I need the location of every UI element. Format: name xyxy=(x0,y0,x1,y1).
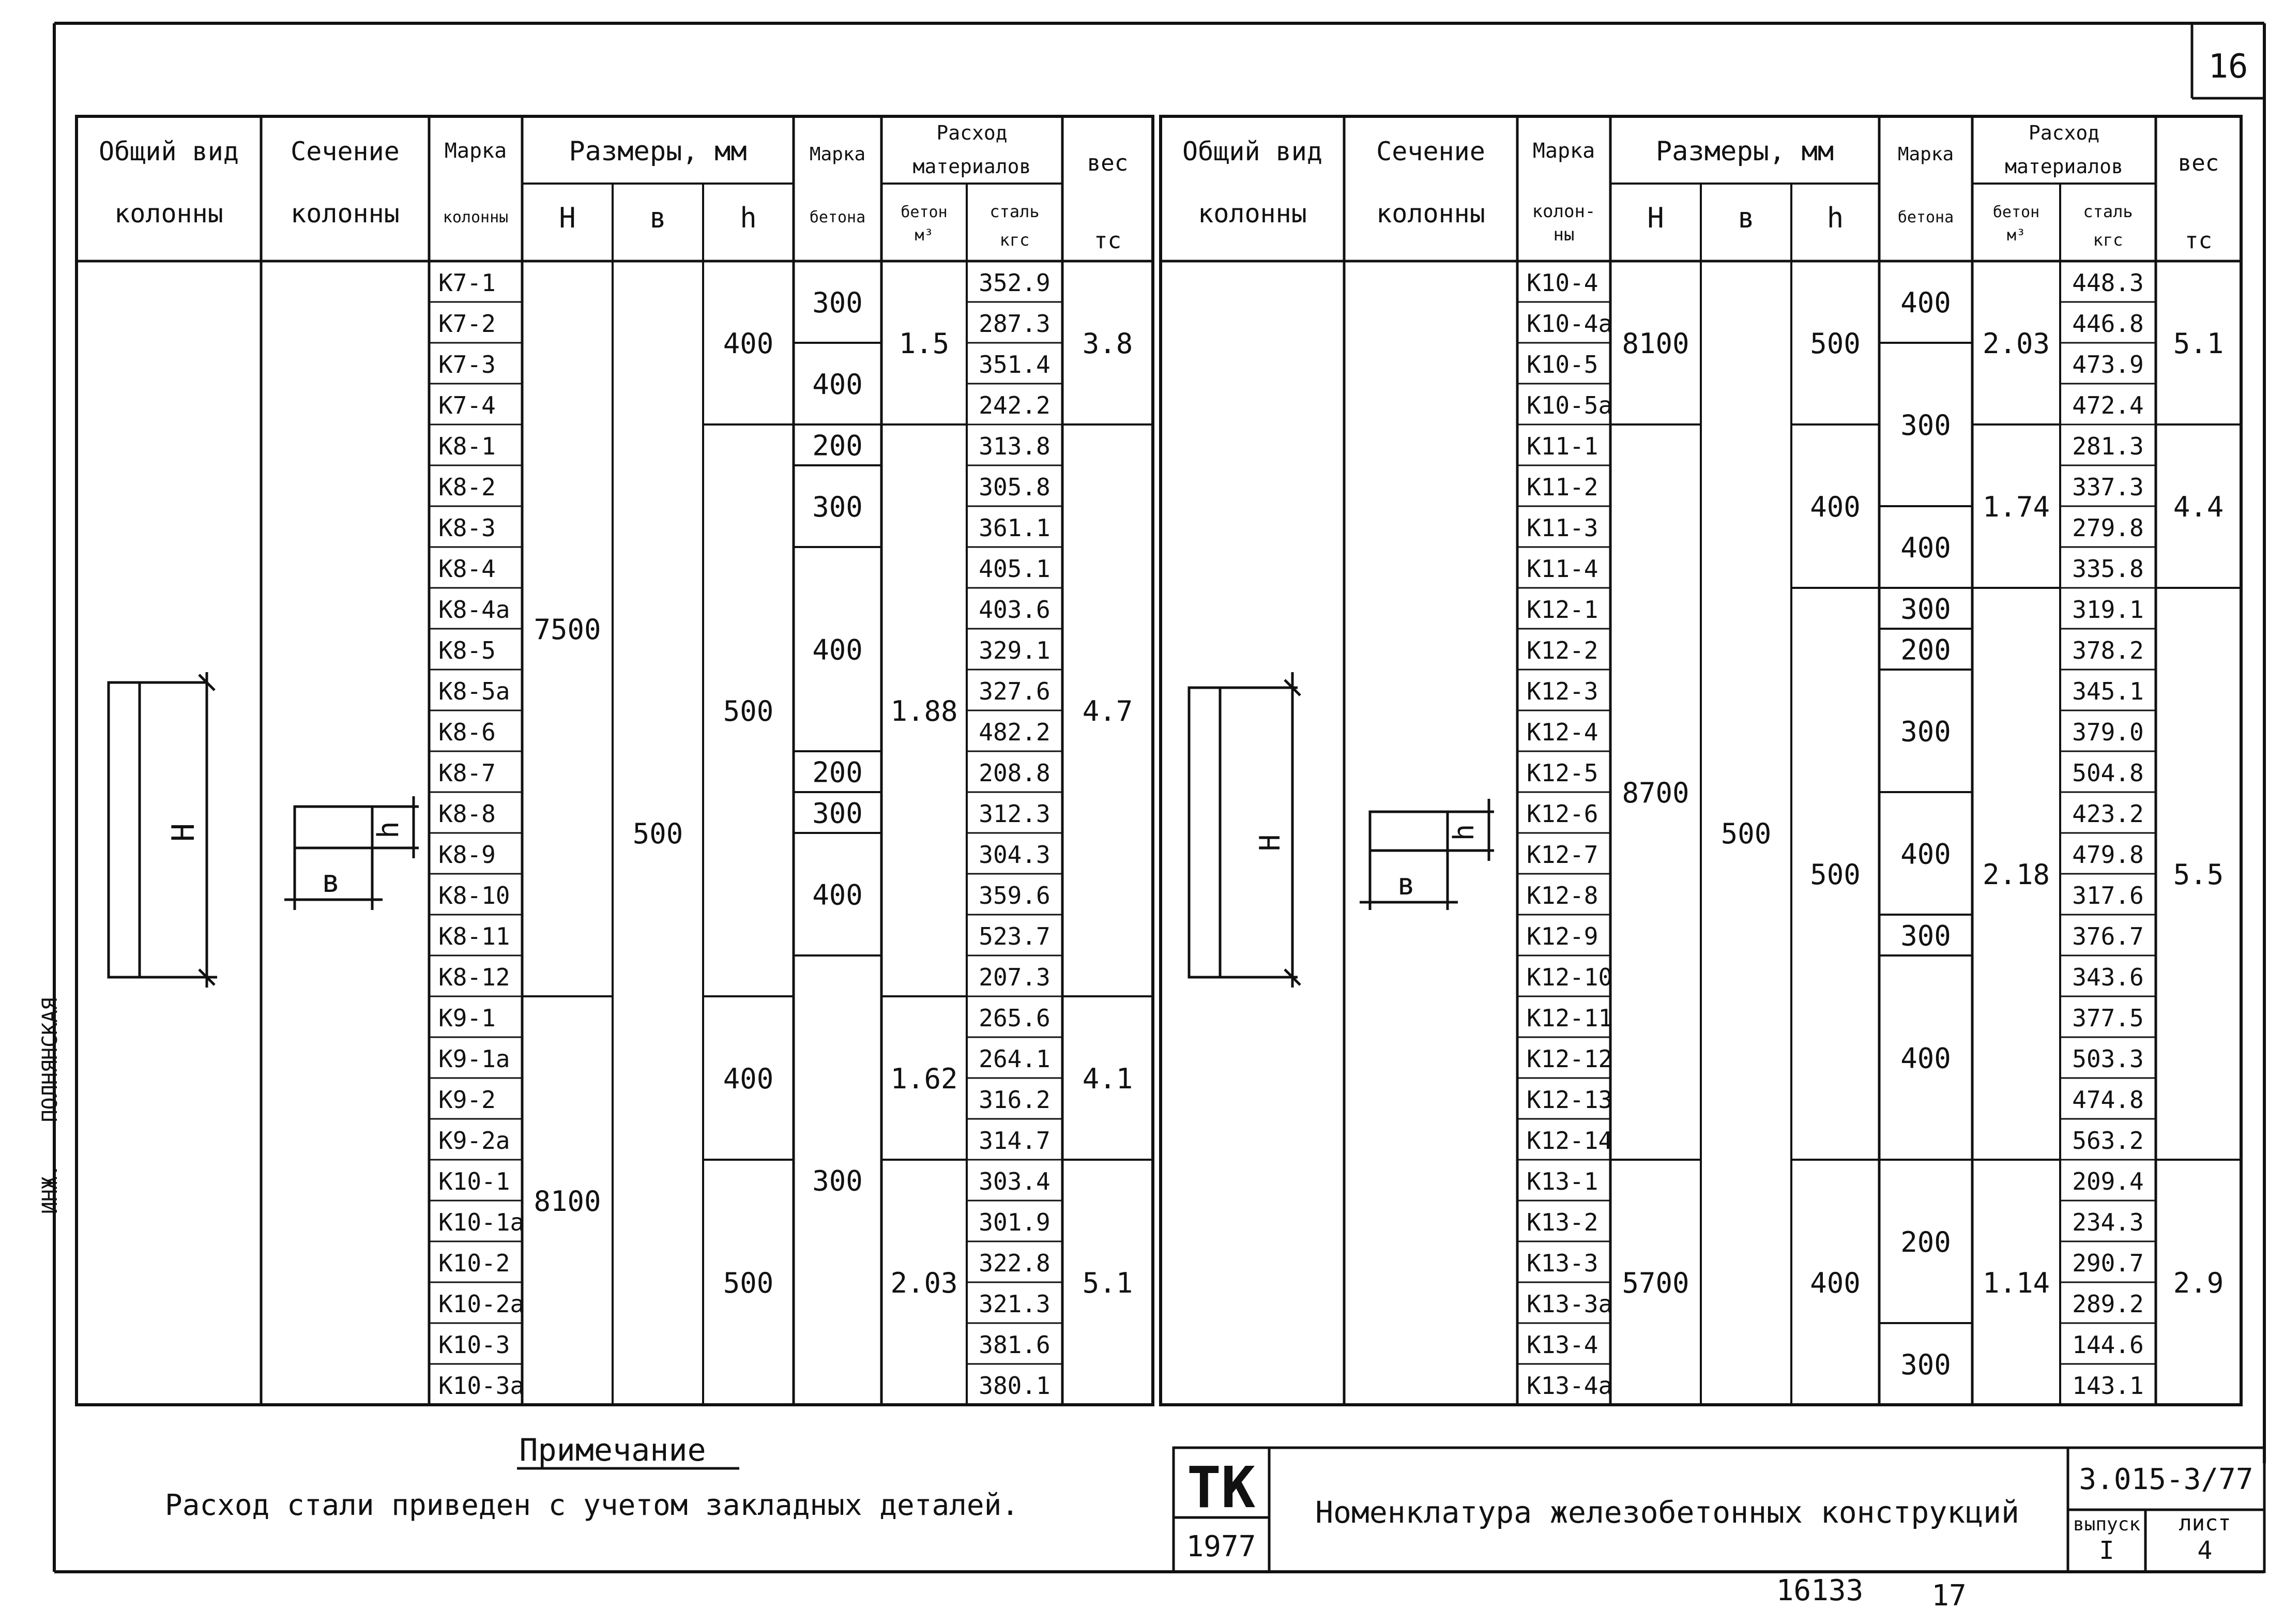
left-mark-cell: К7-4 xyxy=(438,391,496,419)
right-header-consumption: материалов xyxy=(2005,155,2123,178)
left-steel-cell: 313.8 xyxy=(979,432,1050,460)
right-mark-cell: К12-9 xyxy=(1527,922,1598,950)
right-header-steel: сталь xyxy=(2083,202,2133,221)
right-steel-cell: 281.3 xyxy=(2072,432,2144,460)
left-mark-cell: К8-6 xyxy=(438,718,496,746)
left-steel-cell: 207.3 xyxy=(979,963,1050,991)
right-h-cell: 500 xyxy=(1810,327,1861,360)
right-header-H: H xyxy=(1647,202,1664,234)
left-steel-cell: 523.7 xyxy=(979,922,1050,950)
right-header-section: Сечение xyxy=(1376,136,1485,166)
right-mark-cell: К12-13 xyxy=(1527,1086,1613,1114)
right-steel-cell: 379.0 xyxy=(2072,718,2144,746)
title-block-title: Номенклатура железобетонных конструкций xyxy=(1315,1495,2019,1530)
right-H-cell: 8100 xyxy=(1622,327,1689,360)
left-weight-cell: 3.8 xyxy=(1082,327,1133,360)
footer-page-number: 17 xyxy=(1931,1579,1967,1613)
right-steel-cell: 503.3 xyxy=(2072,1045,2144,1073)
right-mark-cell: К12-7 xyxy=(1527,841,1598,869)
right-section-h-label: h xyxy=(1448,824,1480,841)
left-grade-cell: 300 xyxy=(812,1164,863,1197)
right-mark-cell: К11-4 xyxy=(1527,555,1598,583)
right-H-cell: 8700 xyxy=(1622,777,1689,809)
left-header-b: в xyxy=(649,202,666,234)
left-steel-cell: 359.6 xyxy=(979,882,1050,909)
right-mark-cell: К10-4а xyxy=(1527,310,1613,338)
title-block-sheet-label: лист xyxy=(2179,1510,2231,1536)
right-header-section: колонны xyxy=(1376,199,1485,229)
left-column-section-drawing xyxy=(284,796,419,910)
right-h-cell: 400 xyxy=(1810,1267,1861,1299)
right-steel-cell: 279.8 xyxy=(2072,514,2144,542)
left-header-steel: кгс xyxy=(999,230,1030,250)
right-header-h: h xyxy=(1826,202,1844,234)
right-steel-cell: 563.2 xyxy=(2072,1127,2144,1155)
right-steel-cell: 472.4 xyxy=(2072,391,2144,419)
left-H-cell: 7500 xyxy=(534,613,601,646)
left-mark-cell: К10-3 xyxy=(438,1331,510,1359)
right-grade-cell: 400 xyxy=(1900,532,1951,564)
left-grade-cell: 200 xyxy=(812,756,863,789)
left-header-general-view: колонны xyxy=(114,199,223,229)
left-mark-cell: К8-1 xyxy=(438,432,496,460)
right-mark-cell: К11-2 xyxy=(1527,473,1598,501)
right-header-steel: кгс xyxy=(2093,230,2123,250)
right-mark-cell: К12-6 xyxy=(1527,800,1598,828)
right-steel-cell: 234.3 xyxy=(2072,1208,2144,1236)
right-concrete-cell: 2.03 xyxy=(1982,327,2050,360)
left-mark-cell: К8-8 xyxy=(438,800,496,828)
right-mark-cell: К10-5а xyxy=(1527,391,1613,419)
right-header-consumption: Расход xyxy=(2028,122,2100,144)
right-grade-cell: 300 xyxy=(1900,715,1951,748)
left-header-H: H xyxy=(559,202,576,234)
left-grade-cell: 400 xyxy=(812,633,863,666)
right-grade-cell: 300 xyxy=(1900,919,1951,952)
right-mark-cell: К12-1 xyxy=(1527,596,1598,624)
left-header-concrete: бетон xyxy=(901,203,948,221)
left-steel-cell: 242.2 xyxy=(979,391,1050,419)
left-grade-cell: 400 xyxy=(812,878,863,912)
right-mark-cell: К12-12 xyxy=(1527,1045,1613,1073)
right-steel-cell: 317.6 xyxy=(2072,882,2144,909)
left-mark-cell: К8-2 xyxy=(438,473,496,501)
left-header-general-view: Общий вид xyxy=(99,136,239,166)
right-weight-cell: 5.1 xyxy=(2173,327,2224,360)
right-column-elevation-drawing xyxy=(1189,672,1300,988)
right-steel-cell: 479.8 xyxy=(2072,841,2144,869)
right-mark-cell: К13-3а xyxy=(1527,1290,1613,1318)
right-nomenclature-table xyxy=(1161,116,2241,1405)
left-mark-cell: К8-10 xyxy=(438,882,510,909)
left-concrete-cell: 2.03 xyxy=(890,1267,958,1299)
right-concrete-cell: 1.14 xyxy=(1982,1267,2050,1299)
right-b-cell: 500 xyxy=(1720,817,1772,850)
left-header-section: колонны xyxy=(291,199,400,229)
left-steel-cell: 482.2 xyxy=(979,718,1050,746)
right-mark-cell: К12-3 xyxy=(1527,677,1598,705)
left-mark-cell: К9-2а xyxy=(438,1127,510,1155)
left-mark-cell: К10-3а xyxy=(438,1372,525,1400)
title-block-issue-value: I xyxy=(2099,1536,2114,1565)
left-steel-cell: 351.4 xyxy=(979,351,1050,378)
note-text: Расход стали приведен с учетом закладных деталей. xyxy=(164,1489,1019,1522)
right-steel-cell: 377.5 xyxy=(2072,1004,2144,1032)
left-mark-cell: К10-1 xyxy=(438,1167,510,1195)
left-height-label: H xyxy=(165,823,202,842)
right-mark-cell: К12-10 xyxy=(1527,963,1613,991)
title-block-code: 3.015-3/77 xyxy=(2079,1463,2253,1496)
left-steel-cell: 403.6 xyxy=(979,596,1050,624)
left-steel-cell: 265.6 xyxy=(979,1004,1050,1032)
left-h-cell: 400 xyxy=(723,1063,774,1095)
right-steel-cell: 343.6 xyxy=(2072,963,2144,991)
left-mark-cell: К9-1а xyxy=(438,1045,510,1073)
left-grade-cell: 400 xyxy=(812,368,863,401)
right-header-general-view: колонны xyxy=(1198,199,1307,229)
left-steel-cell: 303.4 xyxy=(979,1167,1050,1195)
left-mark-cell: К10-2 xyxy=(438,1249,510,1277)
right-grade-cell: 400 xyxy=(1900,286,1951,319)
right-steel-cell: 474.8 xyxy=(2072,1086,2144,1114)
right-section-b-label: в xyxy=(1397,867,1415,902)
left-mark-cell: К9-1 xyxy=(438,1004,496,1032)
right-steel-cell: 423.2 xyxy=(2072,800,2144,828)
right-weight-cell: 4.4 xyxy=(2173,491,2224,523)
right-header-weight: вес xyxy=(2178,150,2219,176)
right-header-mark: Марка xyxy=(1532,139,1595,163)
right-grade-cell: 400 xyxy=(1900,1042,1951,1075)
right-h-cell: 400 xyxy=(1810,491,1861,523)
left-nomenclature-table xyxy=(77,116,1153,1405)
right-H-cell: 5700 xyxy=(1622,1267,1689,1299)
right-header-weight: тс xyxy=(2185,227,2212,254)
left-header-mark: колонны xyxy=(443,208,509,226)
left-header-consumption: Расход xyxy=(936,122,1008,144)
right-mark-cell: К13-2 xyxy=(1527,1208,1598,1236)
left-weight-cell: 4.7 xyxy=(1082,695,1133,727)
left-steel-cell: 264.1 xyxy=(979,1045,1050,1073)
right-mark-cell: К13-1 xyxy=(1527,1167,1598,1195)
left-header-consumption: материалов xyxy=(912,155,1031,178)
right-header-mark: колон- xyxy=(1532,201,1596,222)
left-mark-cell: К7-2 xyxy=(438,310,496,338)
left-header-grade: Марка xyxy=(809,144,866,165)
left-header-mark: Марка xyxy=(444,139,507,163)
right-header-general-view: Общий вид xyxy=(1182,136,1322,166)
left-steel-cell: 314.7 xyxy=(979,1127,1050,1155)
right-steel-cell: 378.2 xyxy=(2072,636,2144,664)
right-weight-cell: 5.5 xyxy=(2173,858,2224,891)
right-steel-cell: 319.1 xyxy=(2072,596,2144,624)
right-mark-cell: К13-4 xyxy=(1527,1331,1598,1359)
right-header-mark: ны xyxy=(1553,224,1575,245)
right-grade-cell: 300 xyxy=(1900,409,1951,442)
right-header-dimensions: Размеры, мм xyxy=(1655,136,1834,167)
left-steel-cell: 352.9 xyxy=(979,269,1050,297)
right-steel-cell: 337.3 xyxy=(2072,473,2144,501)
right-steel-cell: 290.7 xyxy=(2072,1249,2144,1277)
footer-inventory-number: 16133 xyxy=(1776,1574,1864,1607)
right-weight-cell: 2.9 xyxy=(2173,1267,2224,1299)
left-mark-cell: К8-7 xyxy=(438,759,496,787)
right-mark-cell: К11-3 xyxy=(1527,514,1598,542)
left-mark-cell: К8-12 xyxy=(438,963,510,991)
right-column-section-drawing xyxy=(1360,799,1494,910)
right-mark-cell: К12-8 xyxy=(1527,882,1598,909)
left-H-cell: 8100 xyxy=(534,1185,601,1218)
title-block-logo: ТК xyxy=(1186,1454,1256,1521)
right-mark-cell: К12-4 xyxy=(1527,718,1598,746)
right-grade-cell: 300 xyxy=(1900,593,1951,626)
left-mark-cell: К8-4 xyxy=(438,555,496,583)
left-h-cell: 500 xyxy=(723,1267,774,1299)
right-mark-cell: К13-3 xyxy=(1527,1249,1598,1277)
right-mark-cell: К10-4 xyxy=(1527,269,1598,297)
left-section-b-label: в xyxy=(321,863,341,900)
left-header-grade: бетона xyxy=(809,208,866,226)
left-steel-cell: 381.6 xyxy=(979,1331,1050,1359)
left-steel-cell: 312.3 xyxy=(979,800,1050,828)
right-steel-cell: 504.8 xyxy=(2072,759,2144,787)
left-concrete-cell: 1.88 xyxy=(890,695,958,727)
right-mark-cell: К12-2 xyxy=(1527,636,1598,664)
left-steel-cell: 380.1 xyxy=(979,1372,1050,1400)
left-concrete-cell: 1.5 xyxy=(899,327,950,360)
right-steel-cell: 448.3 xyxy=(2072,269,2144,297)
left-mark-cell: К8-11 xyxy=(438,922,510,950)
left-steel-cell: 304.3 xyxy=(979,841,1050,869)
right-mark-cell: К13-4а xyxy=(1527,1372,1613,1400)
left-weight-cell: 4.1 xyxy=(1082,1063,1133,1095)
page-number: 16 xyxy=(2208,48,2248,86)
left-weight-cell: 5.1 xyxy=(1082,1267,1133,1299)
right-steel-cell: 335.8 xyxy=(2072,555,2144,583)
left-mark-cell: К8-5а xyxy=(438,677,510,705)
left-header-weight: вес xyxy=(1087,150,1129,176)
left-grade-cell: 300 xyxy=(812,491,863,523)
right-steel-cell: 376.7 xyxy=(2072,922,2144,950)
left-steel-cell: 321.3 xyxy=(979,1290,1050,1318)
right-grade-cell: 200 xyxy=(1900,1226,1951,1258)
left-grade-cell: 300 xyxy=(812,286,863,319)
left-mark-cell: К8-3 xyxy=(438,514,496,542)
right-mark-cell: К10-5 xyxy=(1527,351,1598,378)
right-concrete-cell: 1.74 xyxy=(1982,491,2050,523)
right-header-b: в xyxy=(1738,202,1755,234)
left-concrete-cell: 1.62 xyxy=(890,1063,958,1095)
right-mark-cell: К12-11 xyxy=(1527,1004,1613,1032)
left-steel-cell: 305.8 xyxy=(979,473,1050,501)
left-steel-cell: 327.6 xyxy=(979,677,1050,705)
left-h-cell: 500 xyxy=(723,695,774,727)
right-steel-cell: 143.1 xyxy=(2072,1372,2144,1400)
left-mark-cell: К7-1 xyxy=(438,269,496,297)
left-header-weight: тс xyxy=(1094,227,1121,254)
title-block-issue-label: выпуск xyxy=(2073,1514,2141,1535)
title-block-year: 1977 xyxy=(1186,1530,1256,1564)
right-height-label: H xyxy=(1254,834,1286,852)
left-mark-cell: К8-9 xyxy=(438,841,496,869)
right-steel-cell: 446.8 xyxy=(2072,310,2144,338)
left-mark-cell: К10-2а xyxy=(438,1290,525,1318)
left-section-h-label: h xyxy=(372,821,405,839)
note-title: Примечание xyxy=(519,1432,706,1468)
right-grade-cell: 200 xyxy=(1900,633,1951,666)
right-header-concrete: бетон xyxy=(1992,203,2040,221)
left-grade-cell: 200 xyxy=(812,429,863,462)
left-header-steel: сталь xyxy=(989,202,1040,221)
right-steel-cell: 345.1 xyxy=(2072,677,2144,705)
left-steel-cell: 287.3 xyxy=(979,310,1050,338)
left-header-dimensions: Размеры, мм xyxy=(569,136,747,167)
right-header-grade: Марка xyxy=(1897,144,1954,165)
right-h-cell: 500 xyxy=(1810,858,1861,891)
left-header-concrete: м³ xyxy=(915,226,934,245)
left-steel-cell: 405.1 xyxy=(979,555,1050,583)
left-grade-cell: 300 xyxy=(812,797,863,830)
left-mark-cell: К8-5 xyxy=(438,636,496,664)
right-steel-cell: 289.2 xyxy=(2072,1290,2144,1318)
left-header-section: Сечение xyxy=(291,136,400,166)
right-steel-cell: 209.4 xyxy=(2072,1167,2144,1195)
right-steel-cell: 144.6 xyxy=(2072,1331,2144,1359)
right-grade-cell: 400 xyxy=(1900,838,1951,871)
right-mark-cell: К12-14 xyxy=(1527,1127,1613,1155)
right-mark-cell: К11-1 xyxy=(1527,432,1598,460)
left-steel-cell: 301.9 xyxy=(979,1208,1050,1236)
left-steel-cell: 322.8 xyxy=(979,1249,1050,1277)
left-steel-cell: 329.1 xyxy=(979,636,1050,664)
left-mark-cell: К7-3 xyxy=(438,351,496,378)
left-steel-cell: 208.8 xyxy=(979,759,1050,787)
title-block-sheet-value: 4 xyxy=(2197,1536,2213,1565)
left-header-h: h xyxy=(740,202,757,234)
right-header-concrete: м³ xyxy=(2006,226,2026,245)
left-steel-cell: 316.2 xyxy=(979,1086,1050,1114)
right-mark-cell: К12-5 xyxy=(1527,759,1598,787)
right-concrete-cell: 2.18 xyxy=(1982,858,2050,891)
side-stamp: ПОЛНЯНСКАЯ xyxy=(38,997,62,1122)
left-mark-cell: К9-2 xyxy=(438,1086,496,1114)
left-h-cell: 400 xyxy=(723,327,774,360)
right-steel-cell: 473.9 xyxy=(2072,351,2144,378)
left-b-cell: 500 xyxy=(632,817,683,850)
left-mark-cell: К10-1а xyxy=(438,1208,525,1236)
left-mark-cell: К8-4а xyxy=(438,596,510,624)
right-grade-cell: 300 xyxy=(1900,1348,1951,1381)
right-header-grade: бетона xyxy=(1897,208,1954,226)
side-stamp-2: ИНЖ. xyxy=(38,1164,62,1215)
left-steel-cell: 361.1 xyxy=(979,514,1050,542)
